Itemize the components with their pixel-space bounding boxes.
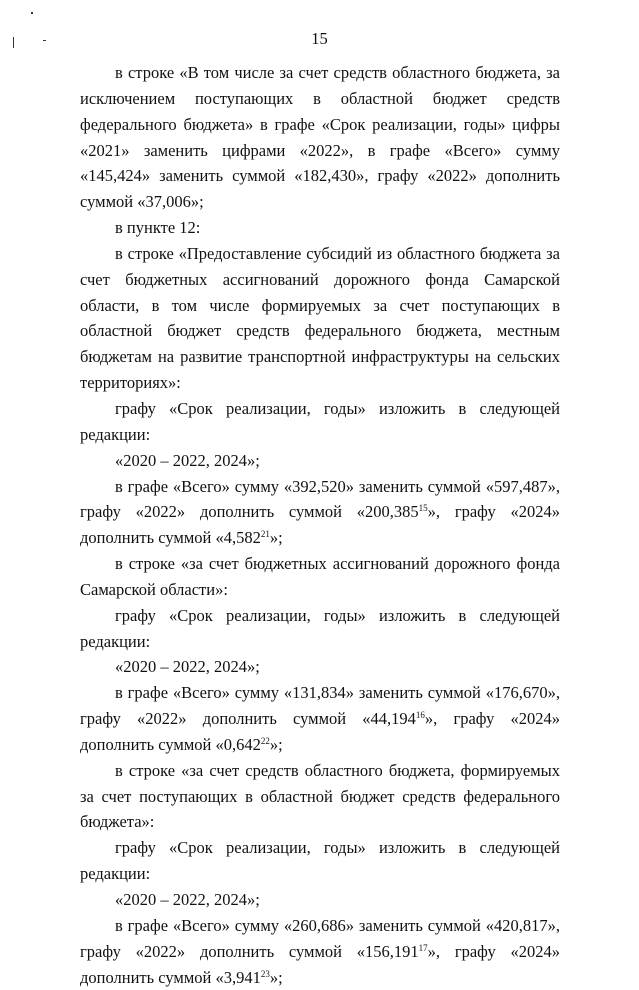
paragraph	[80, 551, 560, 603]
footnote-reference: 21	[260, 529, 270, 540]
paragraph-text: »;	[269, 734, 283, 754]
paragraph	[80, 835, 560, 887]
paragraph-text: в графе «Всего» сумму «392,520» заменить суммой «597,487», графу «2022» дополнить суммой «200,385	[80, 476, 560, 522]
footnote-reference: 16	[415, 710, 425, 721]
paragraph-text: графу «Срок реализации, годы» изложить в следующей редакции:	[80, 605, 560, 651]
paragraph	[80, 396, 560, 448]
paragraph-text: «2020 – 2022, 2024»;	[115, 450, 260, 470]
paragraph	[80, 603, 560, 655]
paragraph-text: «2020 – 2022, 2024»;	[115, 657, 260, 677]
scan-margin-mark	[31, 12, 33, 14]
paragraph-text: »;	[269, 528, 283, 548]
paragraph-text: », графу «2024» дополнить суммой «4,582	[80, 502, 560, 548]
paragraph	[80, 654, 560, 680]
paragraph	[80, 680, 560, 758]
paragraph-text: », графу «2024» дополнить суммой «0,642	[80, 709, 560, 754]
paragraph-text: в строке «В том числе за счет средств областного бюджета, за исключением поступающих в областной бюджет средств федерального бюджета» в графе «Срок реализации, годы» цифры «2021» заменить цифрами «2022», в графе «Всего» сумму «145,424» заменить суммой «182,430», графу «2022» дополнить суммой «37,006»;	[80, 63, 560, 212]
paragraph-text: в строке «Предоставление субсидий из областного бюджета за счет бюджетных ассигнований дорожного фонда Самарской области, в том числе формируемых за счет поступающих в областной бюджет средств федерального бюджета, местным бюджетам на развитие транспортной инфраструктуры на сельских территориях»:	[80, 243, 560, 393]
paragraph	[80, 474, 560, 552]
paragraph-text: в строке «за счет бюджетных ассигнований дорожного фонда Самарской области»:	[80, 554, 560, 599]
paragraph-text: графу «Срок реализации, годы» изложить в следующей редакции:	[80, 398, 560, 444]
paragraph-text: », графу «2024» дополнить суммой «3,941	[80, 941, 560, 987]
paragraph	[80, 887, 560, 913]
footnote-reference: 23	[260, 968, 270, 979]
paragraph	[80, 241, 560, 396]
paragraph-text: в пункте 12:	[115, 218, 201, 238]
paragraph	[80, 758, 560, 836]
footnote-reference: 17	[418, 942, 428, 953]
paragraph	[80, 215, 560, 241]
paragraph	[80, 913, 560, 990]
page-number: 15	[311, 29, 328, 48]
footnote-reference: 22	[260, 735, 270, 746]
paragraph	[80, 448, 560, 474]
paragraph-text: в графе «Всего» сумму «131,834» заменить суммой «176,670», графу «2022» дополнить суммой «44,194	[80, 683, 560, 729]
paragraph	[80, 60, 560, 215]
paragraph-text: в графе «Всего» сумму «260,686» заменить суммой «420,817», графу «2022» дополнить суммой «156,191	[80, 915, 560, 961]
footnote-reference: 15	[418, 503, 428, 514]
paragraph-text: «2020 – 2022, 2024»;	[115, 890, 260, 909]
paragraph-text: в строке «за счет средств областного бюджета, формируемых за счет поступающих в областной бюджет средств федерального бюджета»:	[80, 760, 560, 832]
document-body	[80, 60, 560, 990]
paragraph-text: графу «Срок реализации, годы» изложить в следующей редакции:	[80, 838, 560, 884]
paragraph-text: »;	[269, 967, 283, 987]
